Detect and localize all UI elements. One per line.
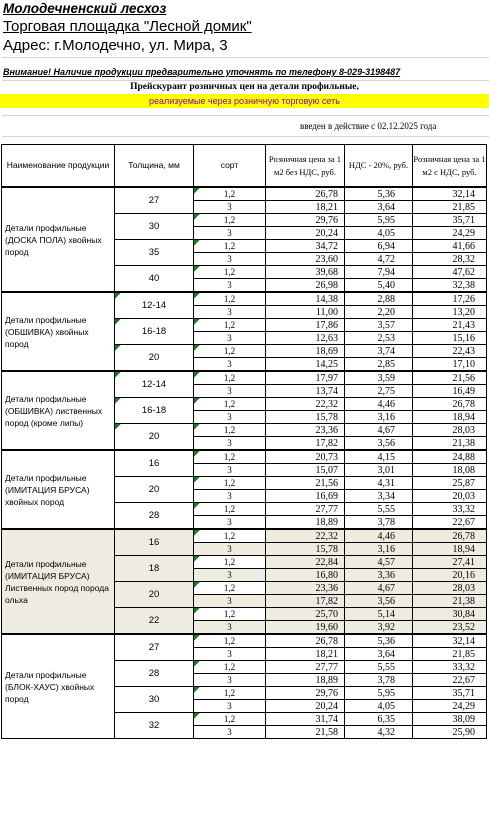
- grade-cell: 1,2: [194, 556, 266, 569]
- price-with-vat-cell: 16,49: [413, 385, 487, 398]
- thickness-cell: 27: [115, 634, 194, 661]
- col-header-vat: НДС - 20%, руб.: [345, 145, 413, 188]
- vat-cell: 3,16: [345, 411, 413, 424]
- price-with-vat-cell: 21,56: [413, 371, 487, 385]
- product-name: Детали профильные (ИМИТАЦИЯ БРУСА) хвойных пород: [2, 450, 115, 529]
- grade-cell: 1,2: [194, 371, 266, 385]
- price-with-vat-cell: 22,67: [413, 674, 487, 687]
- price-without-vat-cell: 22,84: [266, 556, 345, 569]
- price-with-vat-cell: 32,14: [413, 634, 487, 648]
- grade-cell: 1,2: [194, 687, 266, 700]
- vat-cell: 4,67: [345, 424, 413, 437]
- price-with-vat-cell: 28,03: [413, 582, 487, 595]
- table-row: [2, 634, 487, 648]
- price-with-vat-cell: 21,38: [413, 437, 487, 451]
- grade-cell: 3: [194, 674, 266, 687]
- price-table: [1, 144, 487, 739]
- grade-cell: 1,2: [194, 214, 266, 227]
- table-row: [2, 450, 487, 464]
- vat-cell: 4,57: [345, 556, 413, 569]
- price-without-vat-cell: 39,68: [266, 266, 345, 279]
- price-with-vat-cell: 24,29: [413, 227, 487, 240]
- col-header-price: Розничная цена за 1 м2 без НДС, руб.: [266, 145, 345, 188]
- price-with-vat-cell: 21,85: [413, 201, 487, 214]
- table-body: [2, 187, 487, 739]
- grade-cell: 3: [194, 332, 266, 345]
- price-with-vat-cell: 35,71: [413, 214, 487, 227]
- grade-cell: 1,2: [194, 187, 266, 201]
- table-header-row: [2, 145, 487, 188]
- price-with-vat-cell: 32,38: [413, 279, 487, 293]
- col-header-total: Розничная цена за 1 м2 с НДС, руб.: [413, 145, 487, 188]
- organization-name: Молодечненский лесхоз: [3, 1, 167, 16]
- price-list-title: Прейскурант розничных цен на детали профильные,: [130, 82, 359, 92]
- price-without-vat-cell: 11,00: [266, 306, 345, 319]
- price-without-vat-cell: 18,69: [266, 345, 345, 358]
- thickness-cell: 16: [115, 529, 194, 556]
- price-without-vat-cell: 15,07: [266, 464, 345, 477]
- thickness-cell: 30: [115, 687, 194, 713]
- price-without-vat-cell: 17,86: [266, 319, 345, 332]
- price-with-vat-cell: 20,16: [413, 569, 487, 582]
- vat-cell: 2,88: [345, 292, 413, 306]
- price-without-vat-cell: 16,80: [266, 569, 345, 582]
- vat-cell: 4,05: [345, 700, 413, 713]
- price-without-vat-cell: 18,21: [266, 201, 345, 214]
- thickness-cell: 40: [115, 266, 194, 293]
- grade-cell: 1,2: [194, 424, 266, 437]
- grade-cell: 3: [194, 595, 266, 608]
- thickness-cell: 20: [115, 477, 194, 503]
- price-with-vat-cell: 24,88: [413, 450, 487, 464]
- vat-cell: 3,57: [345, 319, 413, 332]
- vat-cell: 5,40: [345, 279, 413, 293]
- thickness-cell: 27: [115, 187, 194, 214]
- price-without-vat-cell: 31,74: [266, 713, 345, 726]
- vat-cell: 3,74: [345, 345, 413, 358]
- vat-cell: 4,46: [345, 398, 413, 411]
- grade-cell: 1,2: [194, 582, 266, 595]
- price-without-vat-cell: 34,72: [266, 240, 345, 253]
- price-without-vat-cell: 26,78: [266, 187, 345, 201]
- grade-cell: 3: [194, 306, 266, 319]
- table-row: [2, 371, 487, 385]
- grade-cell: 1,2: [194, 450, 266, 464]
- effective-date: введен в действие с 02.12.2025 года: [300, 121, 437, 131]
- grade-cell: 1,2: [194, 503, 266, 516]
- vat-cell: 4,05: [345, 227, 413, 240]
- price-with-vat-cell: 18,94: [413, 543, 487, 556]
- price-without-vat-cell: 23,36: [266, 582, 345, 595]
- grade-cell: 3: [194, 385, 266, 398]
- price-with-vat-cell: 47,62: [413, 266, 487, 279]
- vat-cell: 5,55: [345, 661, 413, 674]
- divider: [2, 57, 489, 58]
- price-without-vat-cell: 29,76: [266, 687, 345, 700]
- price-without-vat-cell: 18,89: [266, 516, 345, 530]
- vat-cell: 5,36: [345, 634, 413, 648]
- grade-cell: 3: [194, 227, 266, 240]
- price-without-vat-cell: 14,25: [266, 358, 345, 372]
- price-with-vat-cell: 35,71: [413, 687, 487, 700]
- price-without-vat-cell: 23,36: [266, 424, 345, 437]
- grade-cell: 3: [194, 726, 266, 739]
- price-without-vat-cell: 20,24: [266, 700, 345, 713]
- table-row: [2, 187, 487, 201]
- grade-cell: 3: [194, 411, 266, 424]
- grade-cell: 3: [194, 437, 266, 451]
- table-row: [2, 292, 487, 306]
- price-list-subtitle: реализуемые через розничную торговую сеть: [149, 96, 340, 106]
- divider: [2, 136, 489, 137]
- thickness-cell: 32: [115, 713, 194, 739]
- vat-cell: 3,59: [345, 371, 413, 385]
- price-with-vat-cell: 33,32: [413, 661, 487, 674]
- price-without-vat-cell: 23,60: [266, 253, 345, 266]
- price-without-vat-cell: 21,58: [266, 726, 345, 739]
- grade-cell: 3: [194, 543, 266, 556]
- grade-cell: 1,2: [194, 240, 266, 253]
- vat-cell: 4,32: [345, 726, 413, 739]
- price-without-vat-cell: 12,63: [266, 332, 345, 345]
- price-without-vat-cell: 19,60: [266, 621, 345, 635]
- price-with-vat-cell: 18,08: [413, 464, 487, 477]
- vat-cell: 3,78: [345, 516, 413, 530]
- vat-cell: 5,36: [345, 187, 413, 201]
- vat-cell: 5,14: [345, 608, 413, 621]
- vat-cell: 5,95: [345, 687, 413, 700]
- price-with-vat-cell: 32,14: [413, 187, 487, 201]
- vat-cell: 3,36: [345, 569, 413, 582]
- price-with-vat-cell: 20,03: [413, 490, 487, 503]
- price-without-vat-cell: 18,21: [266, 648, 345, 661]
- product-name: Детали профильные (ОБШИВКА) хвойных пород: [2, 292, 115, 371]
- thickness-cell: 22: [115, 608, 194, 635]
- product-name: Детали профильные (ДОСКА ПОЛА) хвойных пород: [2, 187, 115, 292]
- vat-cell: 4,67: [345, 582, 413, 595]
- grade-cell: 3: [194, 464, 266, 477]
- vat-cell: 4,15: [345, 450, 413, 464]
- vat-cell: 5,55: [345, 503, 413, 516]
- price-with-vat-cell: 17,26: [413, 292, 487, 306]
- product-name: Детали профильные (ОБШИВКА) лиственных пород (кроме липы): [2, 371, 115, 450]
- grade-cell: 1,2: [194, 477, 266, 490]
- thickness-cell: 12-14: [115, 292, 194, 319]
- price-with-vat-cell: 30,84: [413, 608, 487, 621]
- price-with-vat-cell: 22,43: [413, 345, 487, 358]
- price-without-vat-cell: 20,24: [266, 227, 345, 240]
- price-without-vat-cell: 15,78: [266, 543, 345, 556]
- vat-cell: 6,35: [345, 713, 413, 726]
- price-with-vat-cell: 23,52: [413, 621, 487, 635]
- price-with-vat-cell: 22,67: [413, 516, 487, 530]
- price-without-vat-cell: 27,77: [266, 503, 345, 516]
- price-without-vat-cell: 18,89: [266, 674, 345, 687]
- price-without-vat-cell: 29,76: [266, 214, 345, 227]
- vat-cell: 2,75: [345, 385, 413, 398]
- thickness-cell: 28: [115, 661, 194, 687]
- price-without-vat-cell: 26,98: [266, 279, 345, 293]
- table-row: [2, 529, 487, 543]
- price-with-vat-cell: 15,16: [413, 332, 487, 345]
- grade-cell: 3: [194, 253, 266, 266]
- price-with-vat-cell: 21,85: [413, 648, 487, 661]
- price-with-vat-cell: 13,20: [413, 306, 487, 319]
- grade-cell: 1,2: [194, 398, 266, 411]
- thickness-cell: 12-14: [115, 371, 194, 398]
- price-with-vat-cell: 26,78: [413, 398, 487, 411]
- grade-cell: 3: [194, 358, 266, 372]
- vat-cell: 3,16: [345, 543, 413, 556]
- vat-cell: 6,94: [345, 240, 413, 253]
- grade-cell: 1,2: [194, 634, 266, 648]
- address: Адрес: г.Молодечно, ул. Мира, 3: [3, 37, 228, 54]
- vat-cell: 3,64: [345, 648, 413, 661]
- price-with-vat-cell: 27,41: [413, 556, 487, 569]
- thickness-cell: 16-18: [115, 319, 194, 345]
- price-with-vat-cell: 17,10: [413, 358, 487, 372]
- vat-cell: 3,56: [345, 437, 413, 451]
- thickness-cell: 16-18: [115, 398, 194, 424]
- price-with-vat-cell: 28,32: [413, 253, 487, 266]
- price-without-vat-cell: 22,32: [266, 529, 345, 543]
- price-without-vat-cell: 25,70: [266, 608, 345, 621]
- divider: [2, 115, 489, 116]
- price-with-vat-cell: 38,09: [413, 713, 487, 726]
- price-without-vat-cell: 14,38: [266, 292, 345, 306]
- price-with-vat-cell: 21,38: [413, 595, 487, 608]
- grade-cell: 3: [194, 516, 266, 530]
- grade-cell: 1,2: [194, 529, 266, 543]
- vat-cell: 4,46: [345, 529, 413, 543]
- price-without-vat-cell: 16,69: [266, 490, 345, 503]
- price-without-vat-cell: 20,73: [266, 450, 345, 464]
- product-name: Детали профильные (ИМИТАЦИЯ БРУСА) Лиственных пород порода ольха: [2, 529, 115, 634]
- availability-warning: Внимание! Наличие продукции предварительно уточнять по телефону 8-029-3198487: [3, 67, 401, 77]
- price-without-vat-cell: 15,78: [266, 411, 345, 424]
- grade-cell: 3: [194, 201, 266, 214]
- thickness-cell: 18: [115, 556, 194, 582]
- price-without-vat-cell: 21,56: [266, 477, 345, 490]
- price-without-vat-cell: 26,78: [266, 634, 345, 648]
- grade-cell: 1,2: [194, 319, 266, 332]
- price-without-vat-cell: 17,82: [266, 437, 345, 451]
- thickness-cell: 30: [115, 214, 194, 240]
- vat-cell: 3,64: [345, 201, 413, 214]
- price-with-vat-cell: 18,94: [413, 411, 487, 424]
- vat-cell: 3,92: [345, 621, 413, 635]
- vat-cell: 3,56: [345, 595, 413, 608]
- thickness-cell: 20: [115, 345, 194, 372]
- price-with-vat-cell: 33,32: [413, 503, 487, 516]
- vat-cell: 3,78: [345, 674, 413, 687]
- grade-cell: 3: [194, 648, 266, 661]
- grade-cell: 1,2: [194, 266, 266, 279]
- price-with-vat-cell: 28,03: [413, 424, 487, 437]
- grade-cell: 1,2: [194, 292, 266, 306]
- vat-cell: 5,95: [345, 214, 413, 227]
- price-with-vat-cell: 41,66: [413, 240, 487, 253]
- product-name: Детали профильные (БЛОК-ХАУС) хвойных пород: [2, 634, 115, 739]
- vat-cell: 2,85: [345, 358, 413, 372]
- col-header-thickness: Толщина, мм: [115, 145, 194, 188]
- col-header-grade: сорт: [194, 145, 266, 188]
- thickness-cell: 20: [115, 424, 194, 451]
- vat-cell: 3,34: [345, 490, 413, 503]
- thickness-cell: 35: [115, 240, 194, 266]
- price-with-vat-cell: 26,78: [413, 529, 487, 543]
- price-without-vat-cell: 17,82: [266, 595, 345, 608]
- grade-cell: 1,2: [194, 713, 266, 726]
- price-without-vat-cell: 22,32: [266, 398, 345, 411]
- grade-cell: 1,2: [194, 661, 266, 674]
- grade-cell: 3: [194, 279, 266, 293]
- col-header-name: Наименование продукции: [2, 145, 115, 188]
- divider: [2, 80, 489, 81]
- price-without-vat-cell: 27,77: [266, 661, 345, 674]
- price-without-vat-cell: 13,74: [266, 385, 345, 398]
- vat-cell: 7,94: [345, 266, 413, 279]
- vat-cell: 2,53: [345, 332, 413, 345]
- price-with-vat-cell: 24,29: [413, 700, 487, 713]
- thickness-cell: 28: [115, 503, 194, 530]
- price-with-vat-cell: 21,43: [413, 319, 487, 332]
- grade-cell: 3: [194, 569, 266, 582]
- grade-cell: 1,2: [194, 608, 266, 621]
- vat-cell: 4,72: [345, 253, 413, 266]
- price-without-vat-cell: 17,97: [266, 371, 345, 385]
- grade-cell: 3: [194, 490, 266, 503]
- price-with-vat-cell: 25,87: [413, 477, 487, 490]
- grade-cell: 3: [194, 700, 266, 713]
- grade-cell: 3: [194, 621, 266, 635]
- thickness-cell: 20: [115, 582, 194, 608]
- grade-cell: 1,2: [194, 345, 266, 358]
- price-with-vat-cell: 25,90: [413, 726, 487, 739]
- platform-name: Торговая площадка "Лесной домик": [3, 18, 252, 35]
- vat-cell: 3,01: [345, 464, 413, 477]
- thickness-cell: 16: [115, 450, 194, 477]
- vat-cell: 4,31: [345, 477, 413, 490]
- vat-cell: 2,20: [345, 306, 413, 319]
